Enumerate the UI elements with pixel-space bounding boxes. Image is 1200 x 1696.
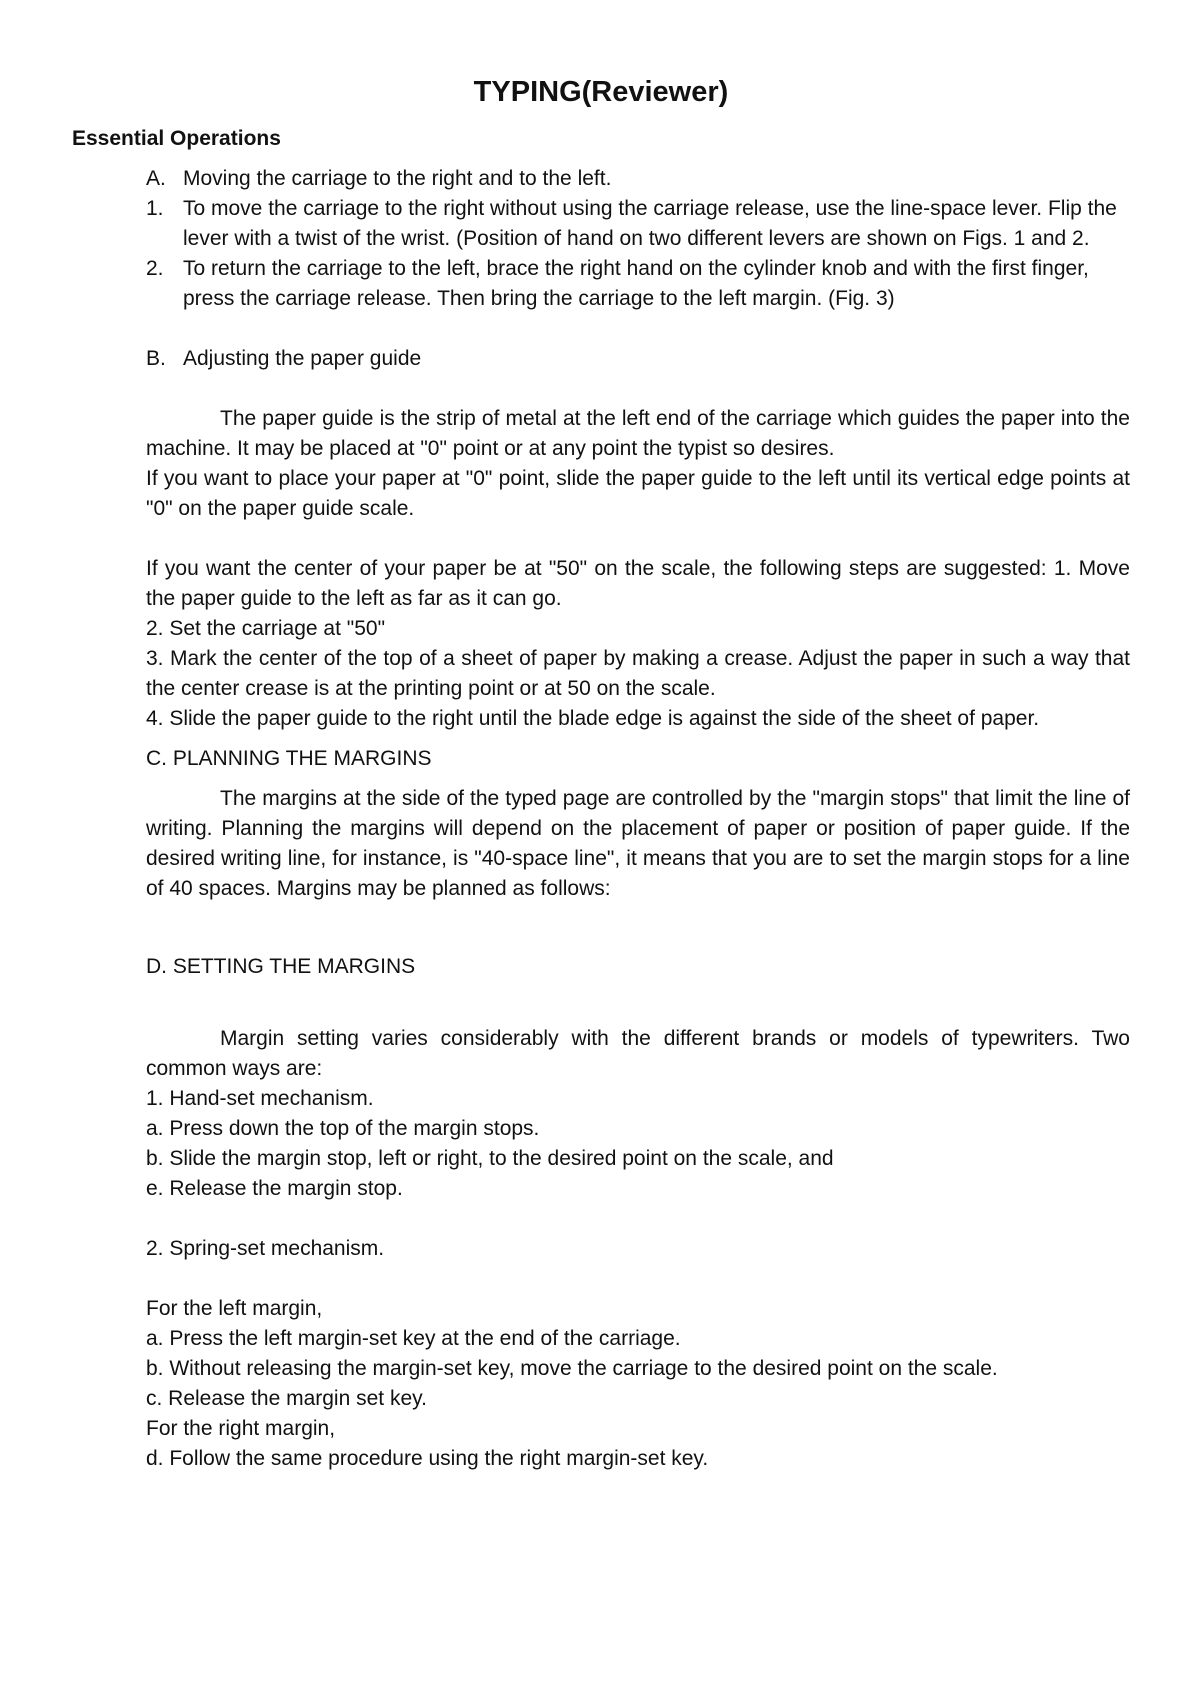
section-b-marker: B.	[146, 347, 166, 370]
list-item-text: To return the carriage to the left, brace the right hand on the cylinder knob and with the first finger, press the carriage release. Then bring the carriage to the left margin. (Fig. 3)	[183, 257, 1089, 310]
step-text: 4. Slide the paper guide to the right until the blade edge is against the side of the sheet of paper.	[146, 707, 1040, 730]
step-text: For the left margin,	[146, 1297, 323, 1320]
document-body	[72, 154, 1130, 1474]
step-text: 2. Set the carriage at "50"	[146, 617, 386, 640]
paragraph: If you want the center of your paper be at "50" on the scale, the following steps are suggested: 1. Move the paper guide to the left as far as it can go.	[146, 557, 1130, 610]
step-text: a. Press the left margin-set key at the end of the carriage.	[146, 1327, 681, 1350]
section-a-title: Moving the carriage to the right and to the left.	[183, 167, 612, 190]
paragraph: The margins at the side of the typed page are controlled by the "margin stops" that limit the line of writing. Planning the margins will depend on the placement of paper or position of paper guide. If the desired writing line, for instance, is "40-space line", it means that you are to set the margin stops for a line of 40 spaces. Margins may be planned as follows:	[146, 787, 1130, 900]
step-text: For the right margin,	[146, 1417, 336, 1440]
step-text: d. Follow the same procedure using the right margin-set key.	[146, 1447, 709, 1470]
step-text: e. Release the margin stop.	[146, 1177, 403, 1200]
list-item-text: To move the carriage to the right without using the carriage release, use the line-space lever. Flip the lever with a twist of the wrist. (Position of hand on two different levers are shown on Figs. 1 and 2.	[183, 197, 1117, 250]
list-item	[146, 194, 1130, 254]
section-a-heading	[146, 164, 1130, 194]
step-text: b. Without releasing the margin-set key, move the carriage to the desired point on the scale.	[146, 1357, 998, 1380]
paragraph: If you want to place your paper at "0" point, slide the paper guide to the left until its vertical edge points at "0" on the paper guide scale.	[146, 467, 1130, 520]
page-title: TYPING(Reviewer)	[473, 76, 729, 108]
list-marker: 1.	[146, 197, 164, 220]
step-text: c. Release the margin set key.	[146, 1387, 427, 1410]
list-marker: 2.	[146, 257, 164, 280]
section-b-heading	[146, 344, 1130, 374]
list-item	[146, 254, 1130, 314]
section-b-title: Adjusting the paper guide	[183, 347, 422, 370]
paragraph: The paper guide is the strip of metal at the left end of the carriage which guides the paper into the machine. It may be placed at "0" point or at any point the typist so desires.	[146, 407, 1130, 460]
section-heading: Essential Operations	[72, 127, 281, 150]
step-text: b. Slide the margin stop, left or right, to the desired point on the scale, and	[146, 1147, 834, 1170]
section-c-title: C. PLANNING THE MARGINS	[146, 747, 432, 770]
step-text: 3. Mark the center of the top of a sheet of paper by making a crease. Adjust the paper in such a way that the center crease is at the printing point or at 50 on the scale.	[146, 647, 1130, 700]
section-d-title: D. SETTING THE MARGINS	[146, 955, 416, 978]
step-text: a. Press down the top of the margin stops.	[146, 1117, 540, 1140]
step-text: 2. Spring-set mechanism.	[146, 1237, 385, 1260]
paragraph: Margin setting varies considerably with the different brands or models of typewriters. Two common ways are:	[146, 1027, 1130, 1080]
section-a-marker: A.	[146, 167, 166, 190]
step-text: 1. Hand-set mechanism.	[146, 1087, 374, 1110]
